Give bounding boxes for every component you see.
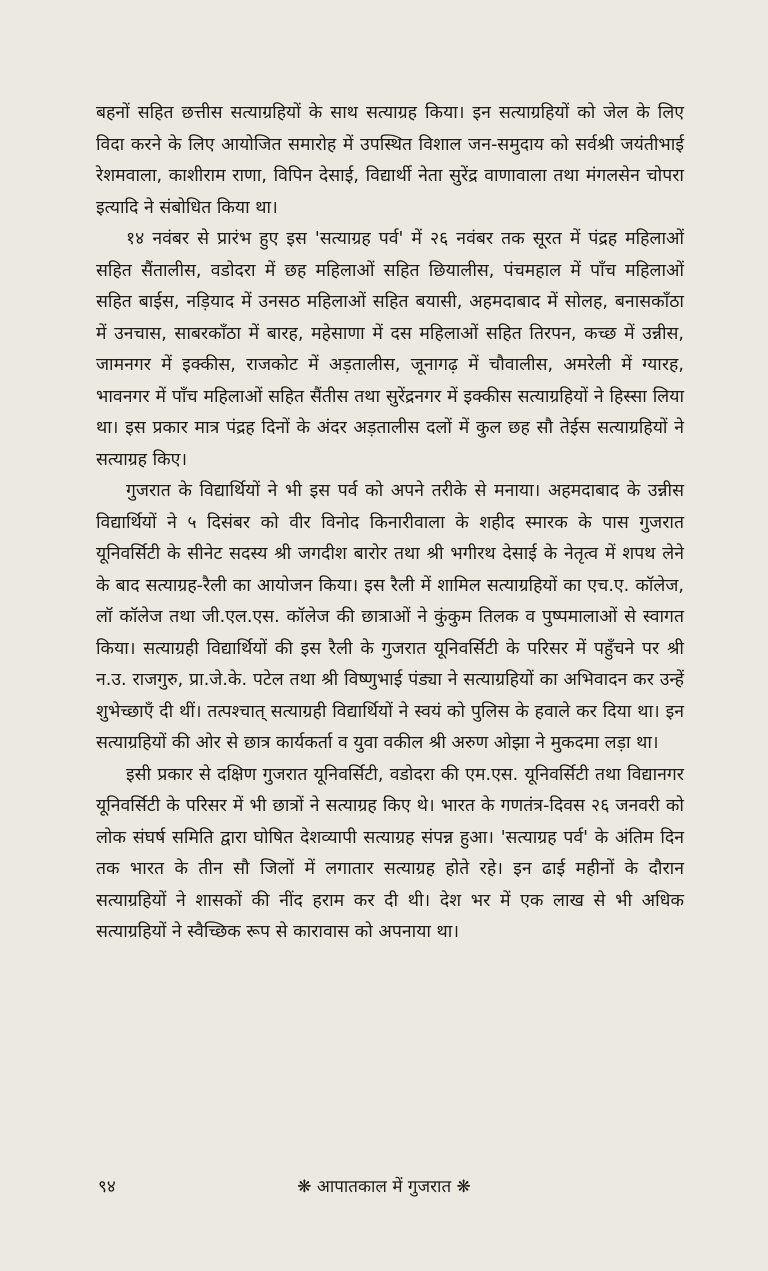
paragraph-continued: बहनों सहित छत्तीस सत्याग्रहियों के साथ सत्याग्रह किया। इन सत्याग्रहियों को जेल के लिए विदा करने के लिए आयोजित समारोह में उपस्थित विशाल जन-समुदाय को सर्वश्री जयंतीभाई रेशमवाला, काशीराम राणा, विपिन देसाई, विद्यार्थी नेता सुरेंद्र वाणावाला तथा मंगलसेन चोपरा इत्यादि ने संबोधित किया था। [96, 103, 684, 218]
page-number: ९४ [98, 1177, 116, 1197]
running-title: ❋ आपातकाल में गुजरात ❋ [297, 1177, 471, 1197]
body-text [96, 98, 684, 949]
paragraph-universities: इसी प्रकार से दक्षिण गुजरात यूनिवर्सिटी, वडोदरा की एम.एस. यूनिवर्सिटी तथा विद्यानगर यूनिवर्सिटी के परिसर में भी छात्रों ने सत्याग्रह किए थे। भारत के गणतंत्र-दिवस २६ जनवरी को लोक संघर्ष समिति द्वारा घोषित देशव्यापी सत्याग्रह संपन्न हुआ। 'सत्याग्रह पर्व' के अंतिम दिन तक भारत के तीन सौ जिलों में लगातार सत्याग्रह होते रहे। इन ढाई महीनों के दौरान सत्याग्रहियों ने शासकों की नींद हराम कर दी थी। देश भर में एक लाख से भी अधिक सत्याग्रहियों ने स्वैच्छिक रूप से कारावास को अपनाया था। [96, 764, 684, 942]
paragraph-satyagraha-parv: १४ नवंबर से प्रारंभ हुए इस 'सत्याग्रह पर्व' में २६ नवंबर तक सूरत में पंद्रह महिलाओं सहित सैंतालीस, वडोदरा में छह महिलाओं सहित छियालीस, पंचमहाल में पाँच महिलाओं सहित बाईस, नड़ियाद में उनसठ महिलाओं सहित बयासी, अहमदाबाद में सोलह, बनासकाँठा में उनचास, साबरकाँठा में बारह, महेसाणा में दस महिलाओं सहित तिरपन, कच्छ में उन्नीस, जामनगर में इक्कीस, राजकोट में अड़तालीस, जूनागढ़ में चौवालीस, अमरेली में ग्यारह, भावनगर में पाँच महिलाओं सहित सैंतीस तथा सुरेंद्रनगर में इक्कीस सत्याग्रहियों ने हिस्सा लिया था। इस प्रकार मात्र पंद्रह दिनों के अंदर अड़तालीस दलों में कुल छह सौ तेईस सत्याग्रहियों ने सत्याग्रह किए। [96, 229, 684, 470]
paragraph-students: गुजरात के विद्यार्थियों ने भी इस पर्व को अपने तरीके से मनाया। अहमदाबाद के उन्नीस विद्यार्थियों ने ५ दिसंबर को वीर विनोद किनारीवाला के शहीद स्मारक के पास गुजरात यूनिवर्सिटी के सीनेट सदस्य श्री जगदीश बारोर तथा श्री भगीरथ देसाई के नेतृत्व में शपथ लेने के बाद सत्याग्रह-रैली का आयोजन किया। इस रैली में शामिल सत्याग्रहियों का एच.ए. कॉलेज, लॉ कॉलेज तथा जी.एल.एस. कॉलेज की छात्राओं ने कुंकुम तिलक व पुष्पमालाओं से स्वागत किया। सत्याग्रही विद्यार्थियों की इस रैली के गुजरात यूनिवर्सिटी के परिसर में पहुँचने पर श्री न.उ. राजगुरु, प्रा.जे.के. पटेल तथा श्री विष्णुभाई पंड्या ने सत्याग्रहियों का अभिवादन कर उन्हें शुभेच्छाएँ दी थीं। तत्पश्चात् सत्याग्रही विद्यार्थियों ने स्वयं को पुलिस के हवाले कर दिया था। इन सत्याग्रहियों की ओर से छात्र कार्यकर्ता व युवा वकील श्री अरुण ओझा ने मुकदमा लड़ा था। [96, 481, 684, 753]
